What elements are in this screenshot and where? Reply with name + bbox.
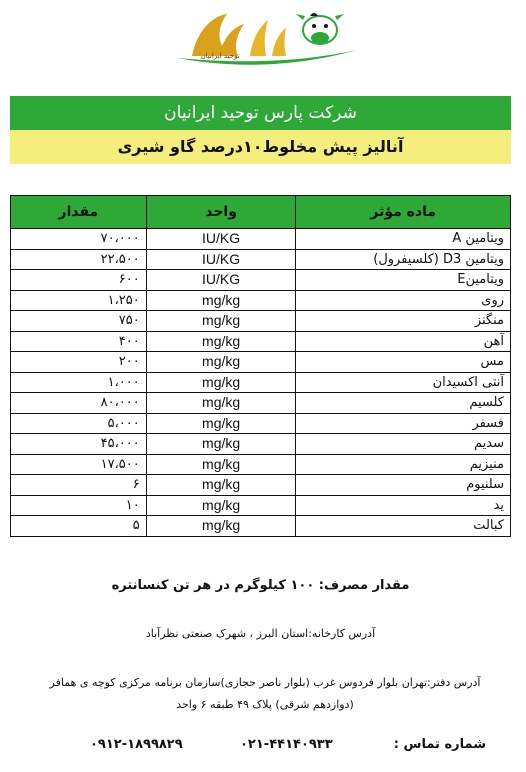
ingredient-amount: ۱۷،۵۰۰ (11, 454, 147, 475)
logo (172, 6, 362, 70)
logo-text: توحید ایرانیان (200, 52, 240, 60)
ingredient-amount: ۱،۰۰۰ (11, 372, 147, 393)
ingredient-amount: ۲۰۰ (11, 352, 147, 373)
ingredient-unit: mg/kg (146, 393, 296, 414)
table-row (11, 434, 511, 455)
ingredient-unit: mg/kg (146, 372, 296, 393)
office-address-line2: (دوازدهم شرقی) پلاک ۴۹ طبقه ۶ واحد (176, 698, 354, 711)
table-row (11, 372, 511, 393)
phone-number-landline[interactable]: ۰۲۱-۴۴۱۴۰۹۳۳ (240, 737, 333, 752)
table-row (11, 495, 511, 516)
ingredient-unit: IU/KG (146, 270, 296, 291)
ingredient-amount: ۵،۰۰۰ (11, 413, 147, 434)
table-row (11, 249, 511, 270)
ingredient-unit: mg/kg (146, 311, 296, 332)
wheat-icon (250, 20, 268, 56)
table-row (11, 516, 511, 537)
table-row (11, 270, 511, 291)
ingredient-unit: mg/kg (146, 495, 296, 516)
ingredient-amount: ۴۰۰ (11, 331, 147, 352)
header-name: ماده مؤثر (296, 196, 511, 229)
office-address-line1: آدرس دفتر:تهران بلوار فردوس غرب (بلوار ناصر حجازی)سازمان برنامه مرکزی کوچه ی همافر (49, 676, 481, 689)
ingredient-name: آهن (296, 331, 511, 352)
ingredient-unit: mg/kg (146, 454, 296, 475)
ingredient-name: سدیم (296, 434, 511, 455)
table-row (11, 290, 511, 311)
ingredient-name: آنتی اکسیدان (296, 372, 511, 393)
ingredient-name: ویتامینE (296, 270, 511, 291)
contact-label: شماره تماس : (393, 737, 486, 752)
table-row (11, 393, 511, 414)
ingredient-amount: ۸۰،۰۰۰ (11, 393, 147, 414)
ingredient-amount: ۷۰،۰۰۰ (11, 229, 147, 250)
table-row (11, 331, 511, 352)
analysis-table (10, 195, 511, 537)
office-address (20, 672, 510, 716)
ingredient-unit: mg/kg (146, 290, 296, 311)
ingredient-unit: mg/kg (146, 413, 296, 434)
table-row (11, 413, 511, 434)
header-amount: مقدار (11, 196, 147, 229)
table-row (11, 352, 511, 373)
ingredient-name: فسفر (296, 413, 511, 434)
ingredient-amount: ۲۲،۵۰۰ (11, 249, 147, 270)
ingredient-unit: mg/kg (146, 516, 296, 537)
document-title: آنالیز پیش مخلوط۱۰درصد گاو شیری (10, 130, 511, 164)
ingredient-name: مس (296, 352, 511, 373)
company-name: شرکت پارس توحید ایرانیان (10, 96, 511, 130)
ingredient-name: سلنیوم (296, 475, 511, 496)
phone-number-mobile[interactable]: ۰۹۱۲-۱۸۹۹۸۲۹ (90, 737, 183, 752)
ingredient-amount: ۵ (11, 516, 147, 537)
table-row (11, 475, 511, 496)
ingredient-name: کبالت (296, 516, 511, 537)
ingredient-unit: mg/kg (146, 352, 296, 373)
cow-icon (296, 13, 344, 44)
ingredient-amount: ۶ (11, 475, 147, 496)
ingredient-unit: mg/kg (146, 331, 296, 352)
ingredient-name: منیزیم (296, 454, 511, 475)
ingredient-name: کلسیم (296, 393, 511, 414)
ingredient-name: ویتامین A (296, 229, 511, 250)
header-unit: واحد (146, 196, 296, 229)
ingredient-name: روی (296, 290, 511, 311)
ingredient-name: ید (296, 495, 511, 516)
usage-text: مقدار مصرف: ۱۰۰ کیلوگرم در هر تن کنسانتره (111, 578, 410, 593)
table-header-row (11, 196, 511, 229)
ingredient-unit: IU/KG (146, 249, 296, 270)
ingredient-amount: ۶۰۰ (11, 270, 147, 291)
ingredient-amount: ۷۵۰ (11, 311, 147, 332)
ingredient-amount: ۴۵،۰۰۰ (11, 434, 147, 455)
table-row (11, 229, 511, 250)
ingredient-amount: ۱،۲۵۰ (11, 290, 147, 311)
table-row (11, 311, 511, 332)
ingredient-amount: ۱۰ (11, 495, 147, 516)
ingredient-unit: IU/KG (146, 229, 296, 250)
ingredient-name: ویتامین D3 (کلسیفرول) (296, 249, 511, 270)
ingredient-unit: mg/kg (146, 434, 296, 455)
factory-address: آدرس کارخانه:استان البرز ، شهرک صنعتی نظرآباد (145, 627, 376, 640)
ingredient-name: منگنز (296, 311, 511, 332)
table-row (11, 454, 511, 475)
rooster-icon (192, 14, 244, 56)
ingredient-unit: mg/kg (146, 475, 296, 496)
